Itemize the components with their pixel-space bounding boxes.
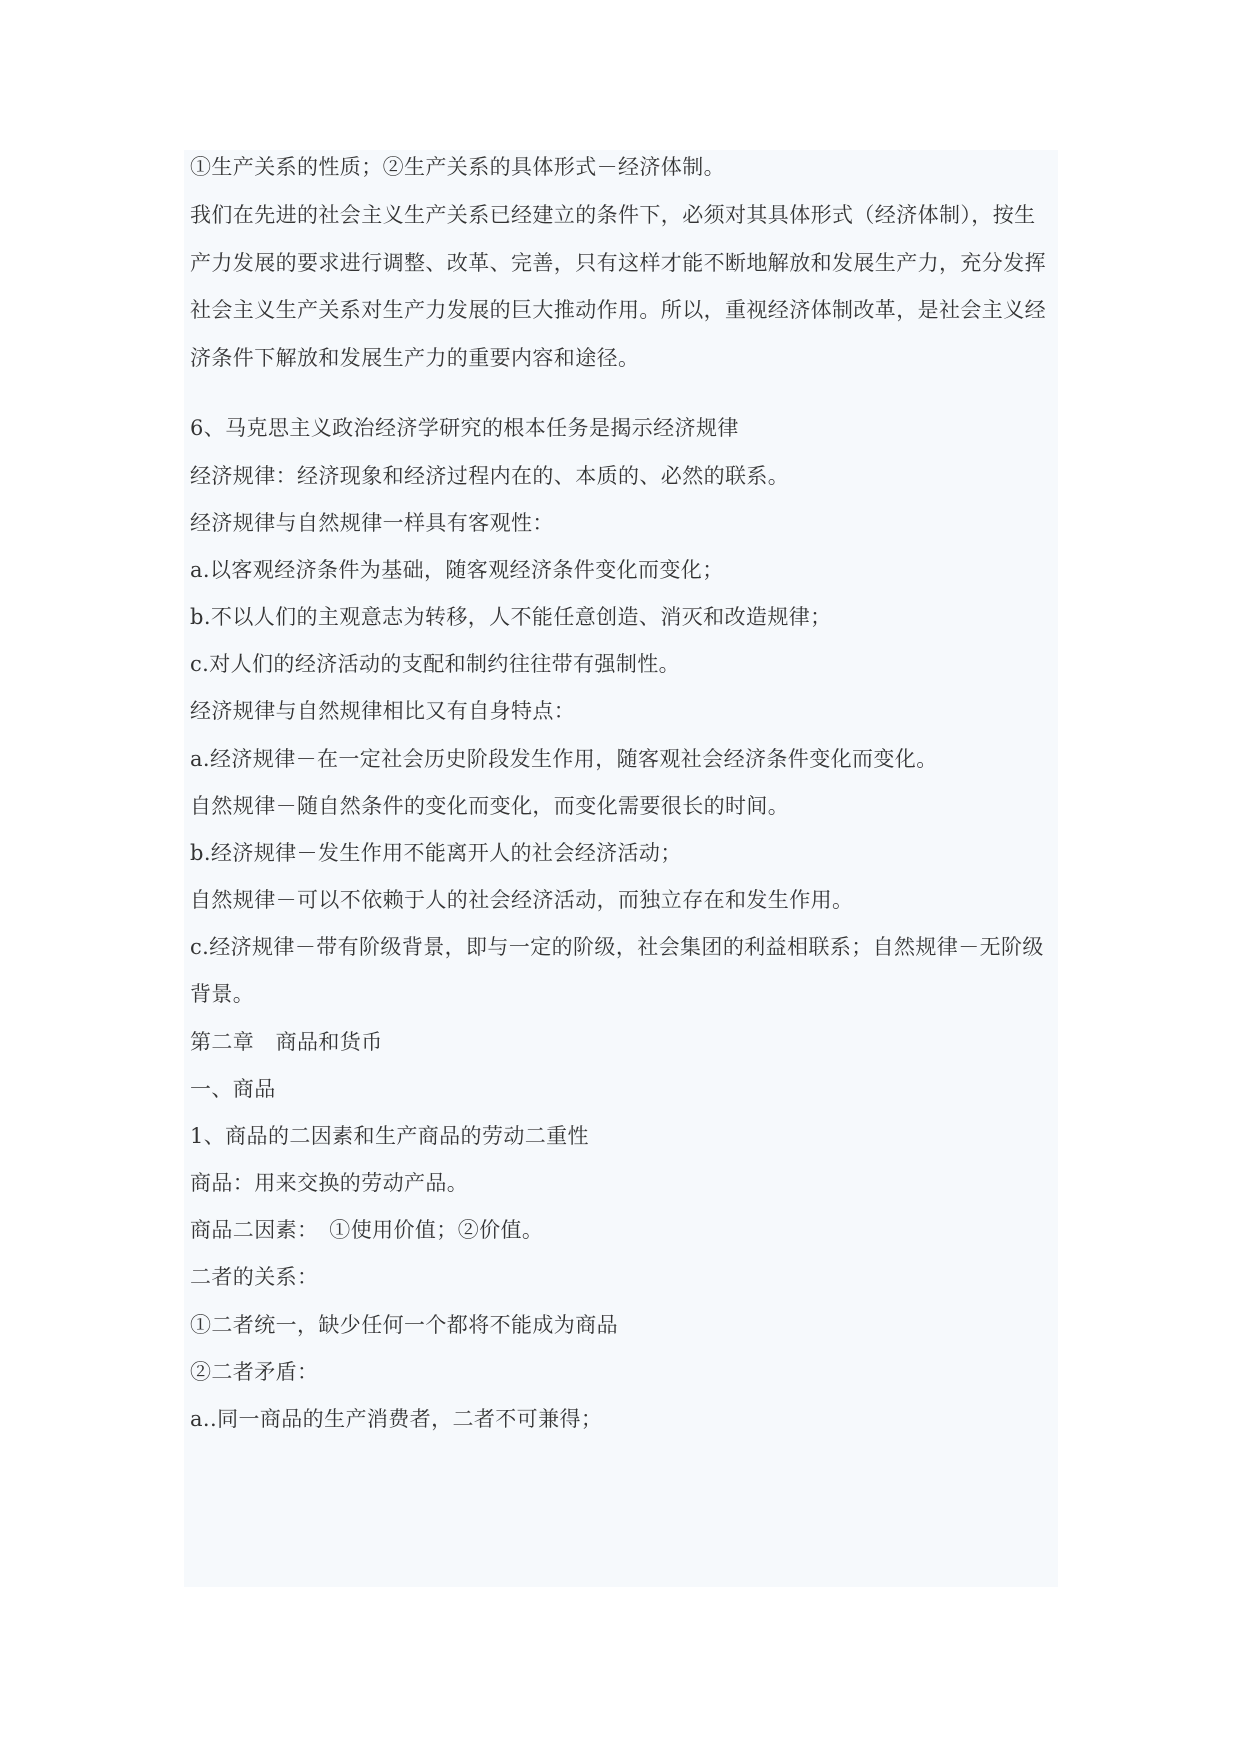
section-heading: 一、商品 bbox=[190, 1077, 276, 1101]
text-line: a.经济规律－在一定社会历史阶段发生作用，随客观社会经济条件变化而变化。 bbox=[190, 747, 938, 771]
text-line: 商品二因素： ①使用价值；②价值。 bbox=[190, 1218, 544, 1242]
text-line: ②二者矛盾： bbox=[190, 1360, 319, 1384]
section-heading: 6、马克思主义政治经济学研究的根本任务是揭示经济规律 bbox=[190, 416, 739, 440]
chapter-heading: 第二章 商品和货币 bbox=[190, 1030, 383, 1054]
text-line: 我们在先进的社会主义生产关系已经建立的条件下，必须对其具体形式（经济体制），按生 bbox=[190, 203, 1036, 227]
text-line: 经济规律与自然规律一样具有客观性： bbox=[190, 511, 554, 535]
text-line: c.经济规律－带有阶级背景，即与一定的阶级，社会集团的利益相联系；自然规律－无阶级 bbox=[190, 935, 1044, 959]
text-line: 二者的关系： bbox=[190, 1265, 319, 1289]
text-line: 社会主义生产关系对生产力发展的巨大推动作用。所以，重视经济体制改革，是社会主义经 bbox=[190, 298, 1046, 322]
text-line: 经济规律与自然规律相比又有自身特点： bbox=[190, 699, 576, 723]
text-line: 背景。 bbox=[190, 982, 255, 1006]
text-line: ①生产关系的性质；②生产关系的具体形式－经济体制。 bbox=[190, 155, 725, 179]
text-line: 自然规律－可以不依赖于人的社会经济活动，而独立存在和发生作用。 bbox=[190, 888, 854, 912]
subsection-heading: 1、商品的二因素和生产商品的劳动二重性 bbox=[190, 1124, 589, 1148]
text-line: 经济规律：经济现象和经济过程内在的、本质的、必然的联系。 bbox=[190, 464, 790, 488]
text-line: b.经济规律－发生作用不能离开人的社会经济活动； bbox=[190, 841, 682, 865]
document-content bbox=[184, 150, 1058, 1587]
text-line: 产力发展的要求进行调整、改革、完善，只有这样才能不断地解放和发展生产力，充分发挥 bbox=[190, 251, 1046, 275]
text-line: 济条件下解放和发展生产力的重要内容和途径。 bbox=[190, 346, 640, 370]
text-line: 商品：用来交换的劳动产品。 bbox=[190, 1171, 469, 1195]
text-line: b.不以人们的主观意志为转移，人不能任意创造、消灭和改造规律； bbox=[190, 605, 832, 629]
text-line: ①二者统一，缺少任何一个都将不能成为商品 bbox=[190, 1313, 618, 1337]
text-line: a..同一商品的生产消费者，二者不可兼得； bbox=[190, 1407, 603, 1431]
text-line: c.对人们的经济活动的支配和制约往往带有强制性。 bbox=[190, 652, 681, 676]
text-line: a.以客观经济条件为基础，随客观经济条件变化而变化； bbox=[190, 558, 724, 582]
text-line: 自然规律－随自然条件的变化而变化，而变化需要很长的时间。 bbox=[190, 794, 790, 818]
